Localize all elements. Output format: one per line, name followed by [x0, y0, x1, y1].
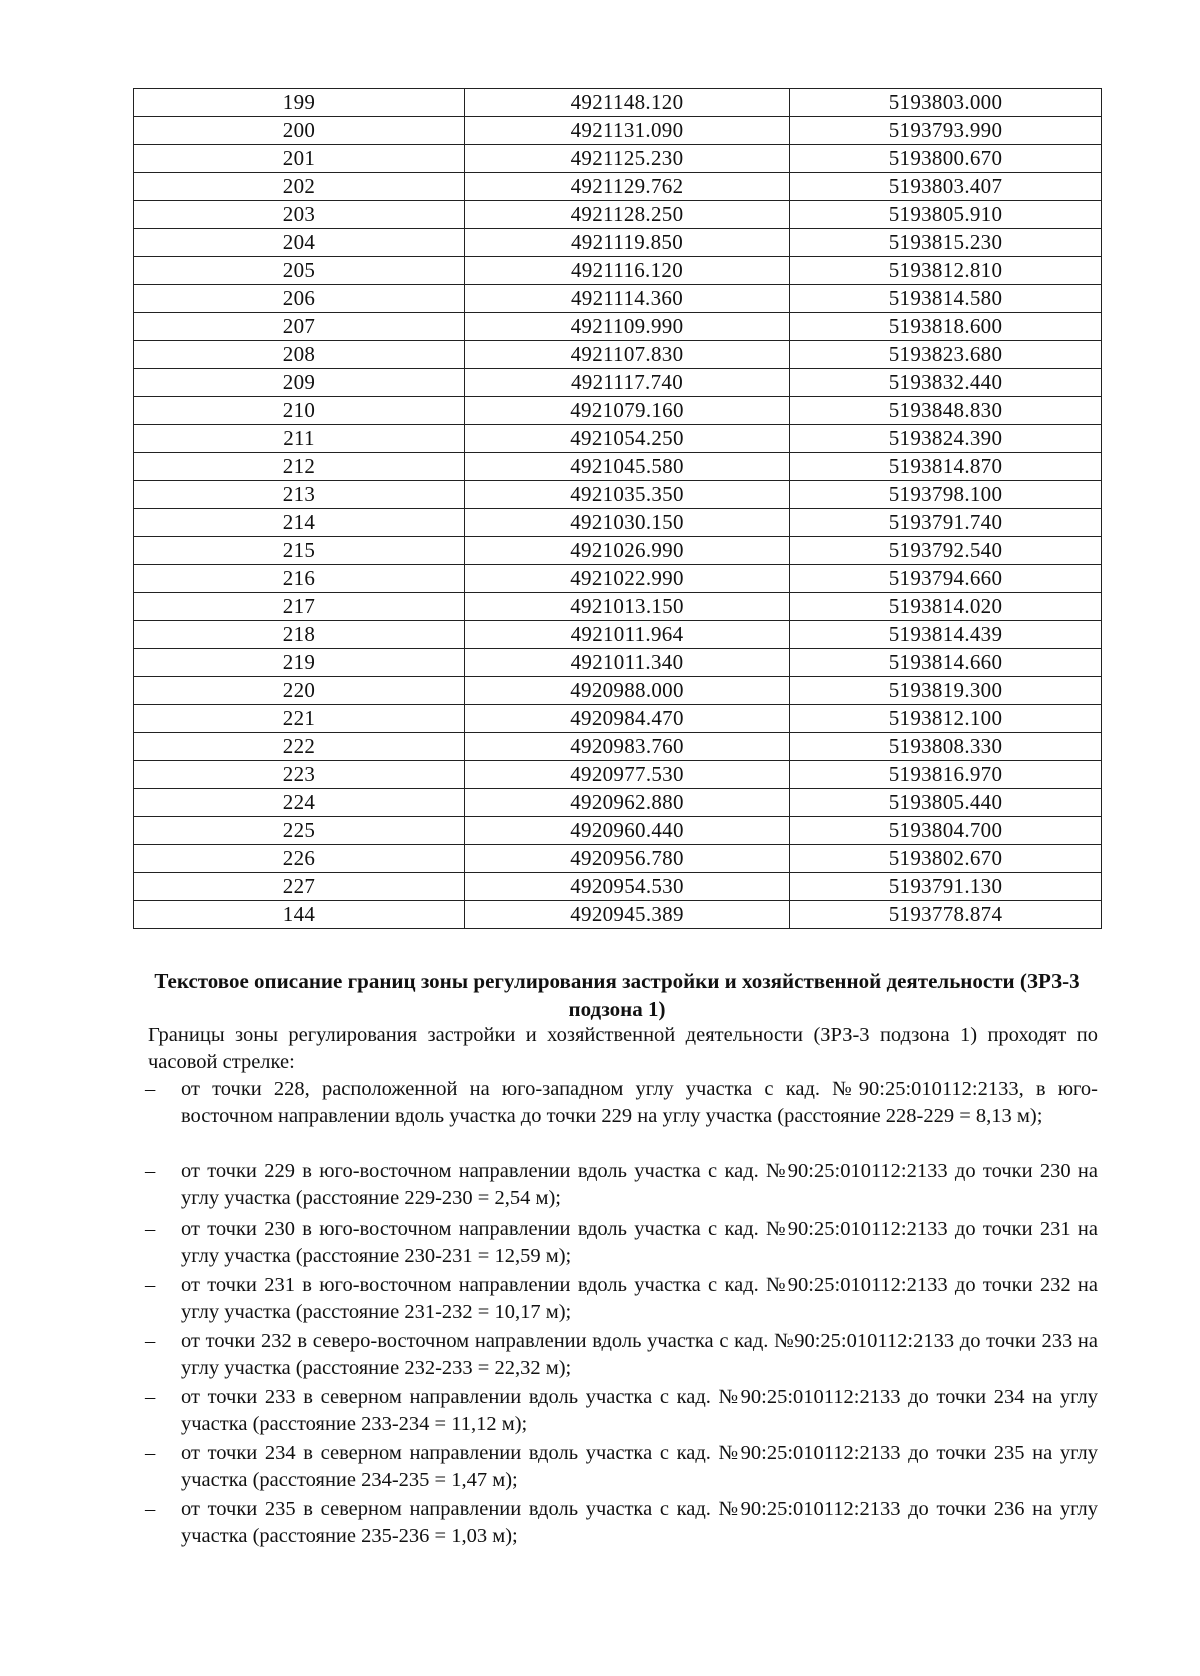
x-coordinate-cell: 4921128.250: [465, 201, 790, 229]
x-coordinate-cell: 4921131.090: [465, 117, 790, 145]
boundary-description-list: [145, 1076, 1098, 1552]
y-coordinate-cell: 5193823.680: [790, 341, 1102, 369]
x-coordinate-cell: 4920960.440: [465, 817, 790, 845]
table-row: [134, 117, 1102, 145]
point-number-cell: 200: [134, 117, 465, 145]
point-number-cell: 210: [134, 397, 465, 425]
y-coordinate-cell: 5193802.670: [790, 845, 1102, 873]
table-row: [134, 481, 1102, 509]
list-item: [145, 1076, 1098, 1158]
table-row: [134, 845, 1102, 873]
y-coordinate-cell: 5193814.580: [790, 285, 1102, 313]
table-row: [134, 817, 1102, 845]
y-coordinate-cell: 5193791.130: [790, 873, 1102, 901]
list-item-text: от точки 230 в юго-восточном направлении вдоль участка с кад. №90:25:010112:2133 до точки 231 на углу участка (расстояние 230-231 = 12,59 м);: [181, 1218, 1098, 1267]
y-coordinate-cell: 5193815.230: [790, 229, 1102, 257]
x-coordinate-cell: 4921125.230: [465, 145, 790, 173]
y-coordinate-cell: 5193814.870: [790, 453, 1102, 481]
x-coordinate-cell: 4921054.250: [465, 425, 790, 453]
x-coordinate-cell: 4920954.530: [465, 873, 790, 901]
table-row: [134, 705, 1102, 733]
x-coordinate-cell: 4921109.990: [465, 313, 790, 341]
x-coordinate-cell: 4921035.350: [465, 481, 790, 509]
table-row: [134, 341, 1102, 369]
x-coordinate-cell: 4921079.160: [465, 397, 790, 425]
y-coordinate-cell: 5193805.910: [790, 201, 1102, 229]
point-number-cell: 202: [134, 173, 465, 201]
point-number-cell: 223: [134, 761, 465, 789]
coordinates-table-body: [134, 89, 1102, 929]
list-item-text: от точки 229 в юго-восточном направлении вдоль участка с кад. №90:25:010112:2133 до точки 230 на углу участка (расстояние 229-230 = 2,54 м);: [181, 1160, 1098, 1209]
table-row: [134, 201, 1102, 229]
y-coordinate-cell: 5193778.874: [790, 901, 1102, 929]
x-coordinate-cell: 4921114.360: [465, 285, 790, 313]
table-row: [134, 901, 1102, 929]
x-coordinate-cell: 4921011.340: [465, 649, 790, 677]
y-coordinate-cell: 5193794.660: [790, 565, 1102, 593]
table-row: [134, 789, 1102, 817]
section-intro: Границы зоны регулирования застройки и хозяйственной деятельности (ЗРЗ-3 подзона 1) проходят по часовой стрелке:: [148, 1024, 1098, 1073]
x-coordinate-cell: 4920983.760: [465, 733, 790, 761]
x-coordinate-cell: 4920962.880: [465, 789, 790, 817]
table-row: [134, 89, 1102, 117]
y-coordinate-cell: 5193803.000: [790, 89, 1102, 117]
bullet-dash: –: [145, 1078, 156, 1100]
table-row: [134, 677, 1102, 705]
y-coordinate-cell: 5193793.990: [790, 117, 1102, 145]
table-row: [134, 257, 1102, 285]
table-row: [134, 649, 1102, 677]
y-coordinate-cell: 5193814.660: [790, 649, 1102, 677]
table-row: [134, 733, 1102, 761]
list-item-text: от точки 228, расположенной на юго-западном углу участка с кад. №90:25:010112:2133, в юго-восточном направлении вдоль участка до точки 229 на углу участка (расстояние 228-229 = 8,13 м);: [181, 1078, 1098, 1127]
x-coordinate-cell: 4920988.000: [465, 677, 790, 705]
list-item: [145, 1384, 1098, 1440]
point-number-cell: 201: [134, 145, 465, 173]
table-row: [134, 453, 1102, 481]
table-row: [134, 593, 1102, 621]
table-row: [134, 873, 1102, 901]
point-number-cell: 205: [134, 257, 465, 285]
point-number-cell: 208: [134, 341, 465, 369]
y-coordinate-cell: 5193816.970: [790, 761, 1102, 789]
table-row: [134, 621, 1102, 649]
coordinates-table: [133, 88, 1102, 929]
list-item: [145, 1328, 1098, 1384]
y-coordinate-cell: 5193812.100: [790, 705, 1102, 733]
point-number-cell: 203: [134, 201, 465, 229]
point-number-cell: 224: [134, 789, 465, 817]
bullet-dash: –: [145, 1498, 156, 1520]
y-coordinate-cell: 5193832.440: [790, 369, 1102, 397]
list-item: [145, 1158, 1098, 1216]
section-title: Текстовое описание границ зоны регулирования застройки и хозяйственной деятельности (ЗРЗ-3 подзона 1): [154, 969, 1080, 1021]
point-number-cell: 206: [134, 285, 465, 313]
x-coordinate-cell: 4921129.762: [465, 173, 790, 201]
table-row: [134, 229, 1102, 257]
x-coordinate-cell: 4921022.990: [465, 565, 790, 593]
table-row: [134, 425, 1102, 453]
list-item-text: от точки 232 в северо-восточном направлении вдоль участка с кад. №90:25:010112:2133 до точки 233 на углу участка (расстояние 232-233 = 22,32 м);: [181, 1330, 1098, 1379]
list-item-text: от точки 235 в северном направлении вдоль участка с кад. №90:25:010112:2133 до точки 236 на углу участка (расстояние 235-236 = 1,03 м);: [181, 1498, 1098, 1547]
x-coordinate-cell: 4920956.780: [465, 845, 790, 873]
bullet-dash: –: [145, 1442, 156, 1464]
list-item-text: от точки 231 в юго-восточном направлении вдоль участка с кад. №90:25:010112:2133 до точки 232 на углу участка (расстояние 231-232 = 10,17 м);: [181, 1274, 1098, 1323]
point-number-cell: 209: [134, 369, 465, 397]
point-number-cell: 220: [134, 677, 465, 705]
list-item: [145, 1496, 1098, 1552]
list-item: [145, 1216, 1098, 1272]
y-coordinate-cell: 5193800.670: [790, 145, 1102, 173]
x-coordinate-cell: 4921117.740: [465, 369, 790, 397]
y-coordinate-cell: 5193805.440: [790, 789, 1102, 817]
point-number-cell: 222: [134, 733, 465, 761]
y-coordinate-cell: 5193792.540: [790, 537, 1102, 565]
x-coordinate-cell: 4921030.150: [465, 509, 790, 537]
point-number-cell: 216: [134, 565, 465, 593]
x-coordinate-cell: 4921013.150: [465, 593, 790, 621]
bullet-dash: –: [145, 1330, 156, 1352]
table-row: [134, 173, 1102, 201]
table-row: [134, 509, 1102, 537]
y-coordinate-cell: 5193808.330: [790, 733, 1102, 761]
point-number-cell: 217: [134, 593, 465, 621]
point-number-cell: 199: [134, 89, 465, 117]
y-coordinate-cell: 5193814.439: [790, 621, 1102, 649]
x-coordinate-cell: 4921026.990: [465, 537, 790, 565]
table-row: [134, 145, 1102, 173]
point-number-cell: 211: [134, 425, 465, 453]
point-number-cell: 225: [134, 817, 465, 845]
x-coordinate-cell: 4921011.964: [465, 621, 790, 649]
list-item-text: от точки 233 в северном направлении вдоль участка с кад. №90:25:010112:2133 до точки 234 на углу участка (расстояние 233-234 = 11,12 м);: [181, 1386, 1098, 1435]
y-coordinate-cell: 5193804.700: [790, 817, 1102, 845]
x-coordinate-cell: 4921045.580: [465, 453, 790, 481]
bullet-dash: –: [145, 1160, 156, 1182]
y-coordinate-cell: 5193812.810: [790, 257, 1102, 285]
point-number-cell: 212: [134, 453, 465, 481]
point-number-cell: 204: [134, 229, 465, 257]
y-coordinate-cell: 5193818.600: [790, 313, 1102, 341]
x-coordinate-cell: 4921119.850: [465, 229, 790, 257]
x-coordinate-cell: 4920945.389: [465, 901, 790, 929]
list-item-text: от точки 234 в северном направлении вдоль участка с кад. №90:25:010112:2133 до точки 235 на углу участка (расстояние 234-235 = 1,47 м);: [181, 1442, 1098, 1491]
table-row: [134, 397, 1102, 425]
point-number-cell: 144: [134, 901, 465, 929]
table-row: [134, 565, 1102, 593]
x-coordinate-cell: 4920984.470: [465, 705, 790, 733]
y-coordinate-cell: 5193824.390: [790, 425, 1102, 453]
point-number-cell: 218: [134, 621, 465, 649]
point-number-cell: 214: [134, 509, 465, 537]
point-number-cell: 227: [134, 873, 465, 901]
bullet-dash: –: [145, 1218, 156, 1240]
point-number-cell: 207: [134, 313, 465, 341]
table-row: [134, 313, 1102, 341]
point-number-cell: 226: [134, 845, 465, 873]
y-coordinate-cell: 5193848.830: [790, 397, 1102, 425]
point-number-cell: 221: [134, 705, 465, 733]
y-coordinate-cell: 5193803.407: [790, 173, 1102, 201]
table-row: [134, 537, 1102, 565]
list-item: [145, 1272, 1098, 1328]
y-coordinate-cell: 5193798.100: [790, 481, 1102, 509]
point-number-cell: 215: [134, 537, 465, 565]
bullet-dash: –: [145, 1274, 156, 1296]
point-number-cell: 219: [134, 649, 465, 677]
y-coordinate-cell: 5193791.740: [790, 509, 1102, 537]
x-coordinate-cell: 4921148.120: [465, 89, 790, 117]
x-coordinate-cell: 4920977.530: [465, 761, 790, 789]
table-row: [134, 285, 1102, 313]
y-coordinate-cell: 5193814.020: [790, 593, 1102, 621]
x-coordinate-cell: 4921116.120: [465, 257, 790, 285]
x-coordinate-cell: 4921107.830: [465, 341, 790, 369]
table-row: [134, 369, 1102, 397]
point-number-cell: 213: [134, 481, 465, 509]
bullet-dash: –: [145, 1386, 156, 1408]
table-row: [134, 761, 1102, 789]
list-item: [145, 1440, 1098, 1496]
y-coordinate-cell: 5193819.300: [790, 677, 1102, 705]
